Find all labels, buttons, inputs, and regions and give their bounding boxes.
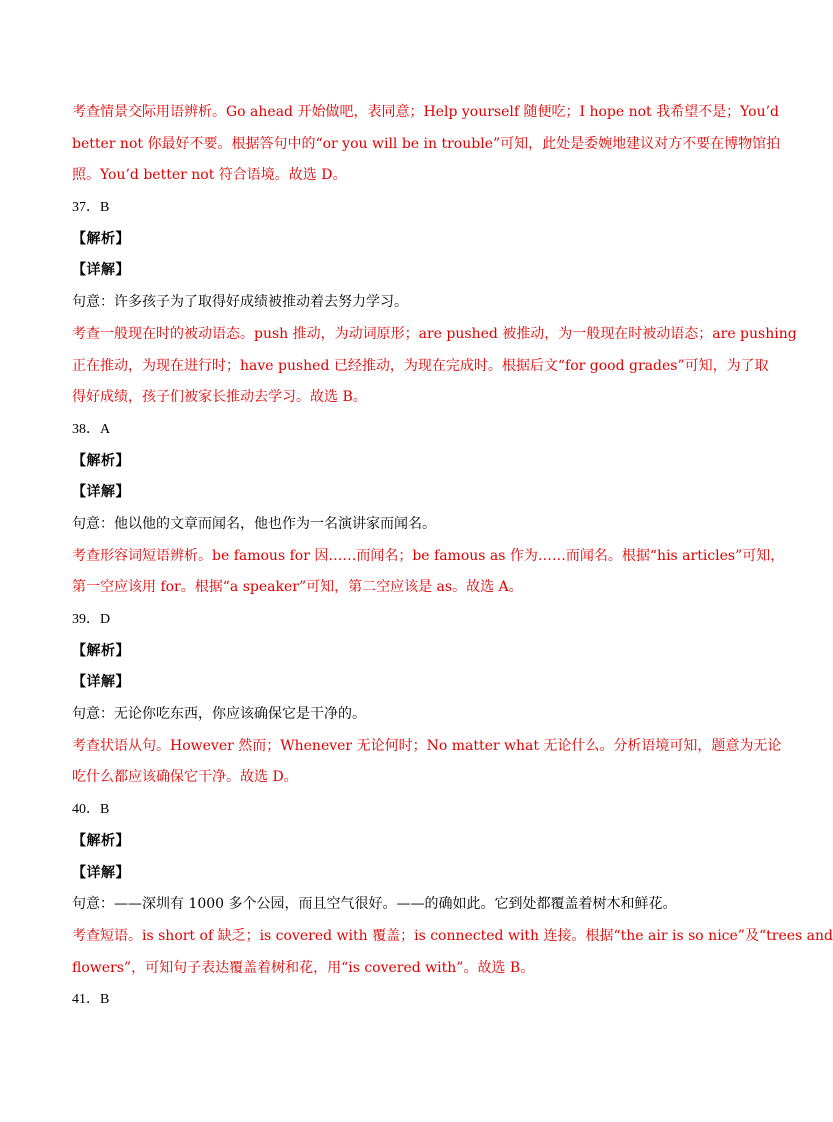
- question-number: 39．D: [72, 612, 111, 627]
- sentence-meaning: 句意：无论你吃东西，你应该确保它是干净的。: [72, 706, 366, 723]
- question-number: 41．B: [72, 992, 110, 1008]
- answer-item-36-tail: [72, 97, 781, 192]
- answer-item-37: [72, 192, 797, 414]
- analysis-line: 照。You’d better not 符合语境。故选 D。: [72, 167, 347, 184]
- answer-item-39: [72, 604, 782, 794]
- xiangjie-heading: 【详解】: [72, 674, 130, 691]
- jiexi-heading: 【解析】: [72, 452, 130, 469]
- sentence-meaning: 句意：许多孩子为了取得好成绩被推动着去努力学习。: [72, 294, 408, 311]
- jiexi-heading: 【解析】: [72, 642, 130, 659]
- question-number: 37．B: [72, 200, 110, 216]
- analysis-line: 得好成绩，孩子们被家长推动去学习。故选 B。: [72, 389, 367, 406]
- jiexi-heading: 【解析】: [72, 230, 130, 247]
- question-number: 38．A: [72, 421, 111, 437]
- answer-document: [72, 97, 833, 1016]
- analysis-line: 考查状语从句。However 然而；Whenever 无论何时；No matter what 无论什么。分析语境可知，题意为无论: [72, 737, 782, 754]
- analysis-line: 第一空应该用 for。根据“a speaker”可知，第二空应该是 as。故选 A。: [72, 579, 523, 596]
- sentence-meaning: 句意：——深圳有 1000 多个公园，而且空气很好。——的确如此。它到处都覆盖着树木和鲜花。: [72, 896, 677, 913]
- analysis-line: 考查一般现在时的被动语态。push 推动，为动词原形；are pushed 被推动，为一般现在时被动语态；are pushing: [72, 325, 797, 342]
- answer-item-38: [72, 414, 785, 604]
- analysis-line: 考查情景交际用语辨析。Go ahead 开始做吧，表同意；Help yourself 随便吃；I hope not 我希望不是；You’d: [72, 104, 780, 120]
- sentence-meaning: 句意：他以他的文章而闻名，他也作为一名演讲家而闻名。: [72, 515, 436, 532]
- analysis-line: 考查形容词短语辨析。be famous for 因……而闻名；be famous as 作为……而闻名。根据“his articles”可知，: [72, 547, 785, 564]
- analysis-line: 吃什么都应该确保它干净。故选 D。: [72, 769, 298, 786]
- xiangjie-heading: 【详解】: [72, 864, 130, 881]
- analysis-line: flowers”，可知句子表达覆盖着树和花，用“is covered with”。故选 B。: [72, 959, 535, 976]
- xiangjie-heading: 【详解】: [72, 262, 130, 279]
- answer-item-40: [72, 794, 833, 984]
- analysis-line: 考查短语。is short of 缺乏；is covered with 覆盖；is connected with 连接。根据“the air is so nice”及“trees and: [72, 927, 833, 944]
- answer-item-41: [72, 984, 722, 1016]
- xiangjie-heading: 【详解】: [72, 484, 130, 501]
- question-number: 40．B: [72, 802, 110, 818]
- analysis-line: better not 你最好不要。根据答句中的“or you will be in trouble”可知，此处是委婉地建议对方不要在博物馆拍: [72, 135, 781, 152]
- analysis-line: 正在推动，为现在进行时；have pushed 已经推动，为现在完成时。根据后文“for good grades”可知，为了取: [72, 357, 769, 374]
- jiexi-heading: 【解析】: [72, 832, 130, 849]
